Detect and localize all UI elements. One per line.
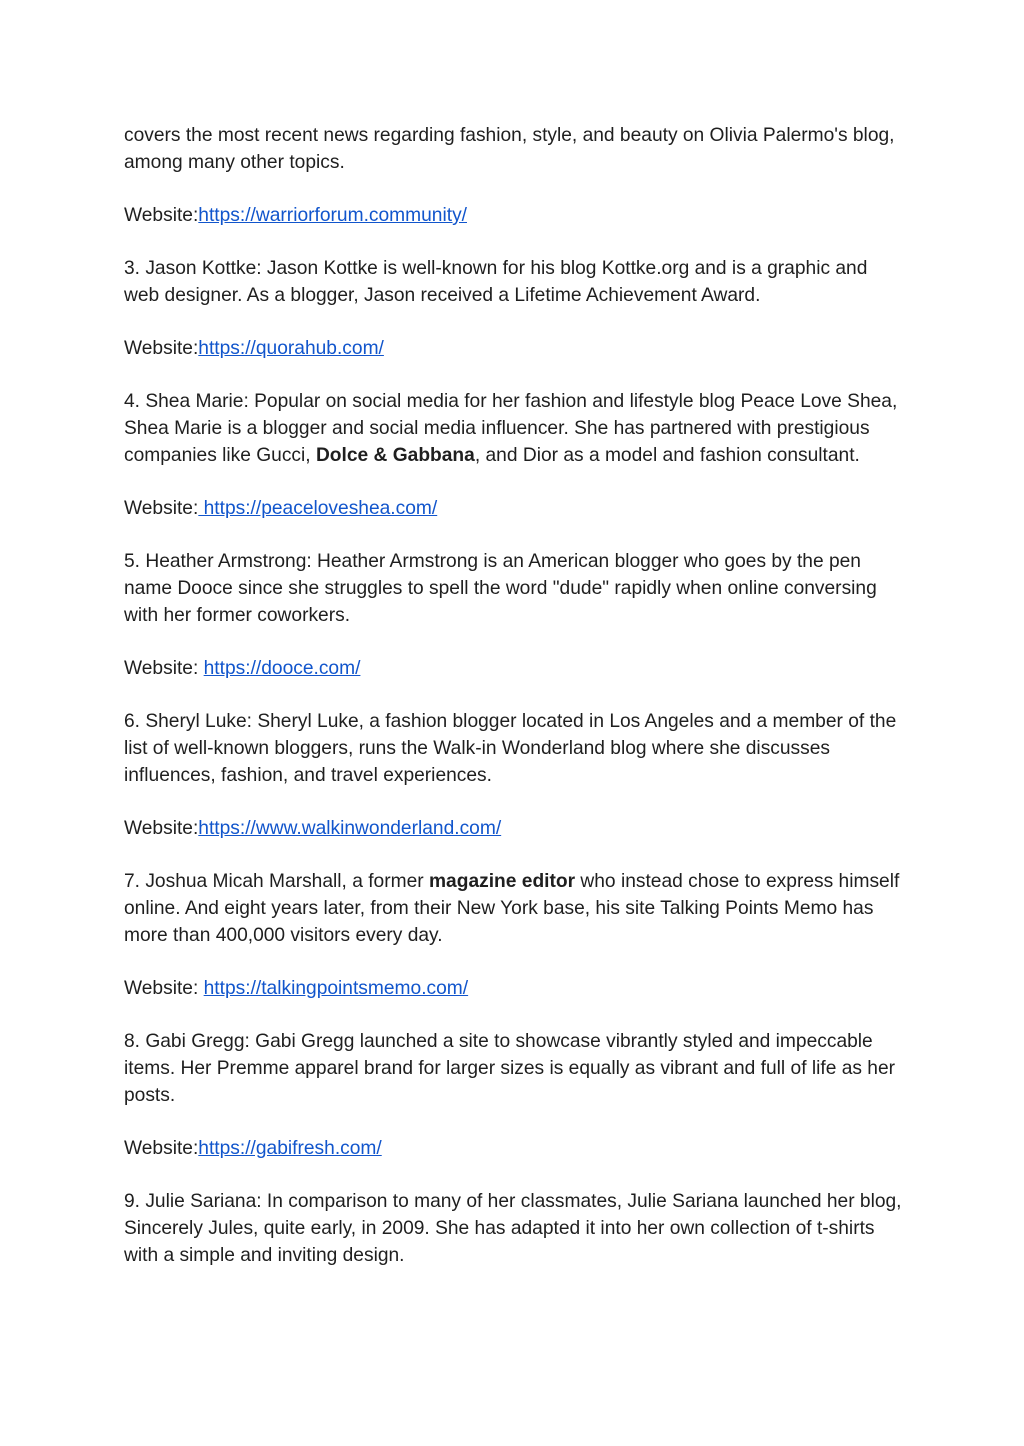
website-label: Website: <box>124 978 204 999</box>
website-label: Website: <box>124 818 199 839</box>
bold-text: Dolce & Gabbana <box>315 445 475 466</box>
website-line <box>124 202 904 229</box>
website-link-talkingpointsmemo[interactable]: https://talkingpointsmemo.com/ <box>203 978 469 999</box>
entry-text: 8. Gabi Gregg: Gabi Gregg launched a site to showcase vibrantly styled and impeccable items. Her Premme apparel brand for larger sizes is equally as vibrant and full of life as her posts. <box>124 1031 896 1106</box>
website-link-dooce[interactable]: https://dooce.com/ <box>203 658 361 679</box>
website-link-walkinwonderland[interactable]: https://www.walkinwonderland.com/ <box>198 818 502 839</box>
bold-text: magazine editor <box>429 871 576 892</box>
website-label: Website: <box>124 1138 199 1159</box>
website-link-gabifresh[interactable]: https://gabifresh.com/ <box>198 1138 382 1159</box>
website-line <box>124 335 904 362</box>
entry-paragraph-gabi-gregg <box>124 1028 904 1109</box>
entry-text: , and Dior as a model and fashion consultant. <box>474 445 860 466</box>
website-line <box>124 815 904 842</box>
entry-text: 6. Sheryl Luke: Sheryl Luke, a fashion blogger located in Los Angeles and a member of the list of well-known bloggers, runs the Walk-in Wonderland blog where she discusses influences, fashion, and travel experiences. <box>124 711 897 786</box>
website-label: Website: <box>124 658 204 679</box>
entry-paragraph-julie-sariana <box>124 1188 904 1269</box>
website-line <box>124 495 904 522</box>
website-line <box>124 1135 904 1162</box>
website-line <box>124 655 904 682</box>
website-label: Website: <box>124 338 199 359</box>
entry-text: 9. Julie Sariana: In comparison to many of her classmates, Julie Sariana launched her blog, Sincerely Jules, quite early, in 2009. She has adapted it into her own collection of t-shirts with a simple and inviting design. <box>124 1191 902 1266</box>
website-link-warriorforum[interactable]: https://warriorforum.community/ <box>198 205 467 226</box>
document-page <box>124 122 904 1295</box>
website-link-quorahub[interactable]: https://quorahub.com/ <box>198 338 384 359</box>
entry-paragraph-jason-kottke <box>124 255 904 309</box>
entry-text: 4. Shea Marie: Popular on social media for her fashion and lifestyle blog Peace Love Shea, Shea Marie is a blogger and social media influencer. She has partnered with prestigious companies like Gucci, <box>124 391 898 466</box>
intro-text: covers the most recent news regarding fashion, style, and beauty on Olivia Palermo's blog, among many other topics. <box>124 125 895 173</box>
intro-paragraph <box>124 122 904 176</box>
entry-text: 5. Heather Armstrong: Heather Armstrong is an American blogger who goes by the pen name Dooce since she struggles to spell the word "dude" rapidly when online conversing with her former coworkers. <box>124 551 877 626</box>
entry-paragraph-sheryl-luke <box>124 708 904 789</box>
website-label: Website: <box>124 498 199 519</box>
entry-text: 7. Joshua Micah Marshall, a former <box>124 871 429 892</box>
entry-paragraph-shea-marie <box>124 388 904 469</box>
website-label: Website: <box>124 205 199 226</box>
entry-text: who instead chose to express himself online. And eight years later, from their New York base, his site Talking Points Memo has more than 400,000 visitors every day. <box>124 871 900 946</box>
entry-text: 3. Jason Kottke: Jason Kottke is well-known for his blog Kottke.org and is a graphic and web designer. As a blogger, Jason received a Lifetime Achievement Award. <box>124 258 868 306</box>
website-line <box>124 975 904 1002</box>
entry-paragraph-joshua-micah-marshall <box>124 868 904 949</box>
website-link-peaceloveshea[interactable]: https://peaceloveshea.com/ <box>198 498 438 519</box>
entry-paragraph-heather-armstrong <box>124 548 904 629</box>
